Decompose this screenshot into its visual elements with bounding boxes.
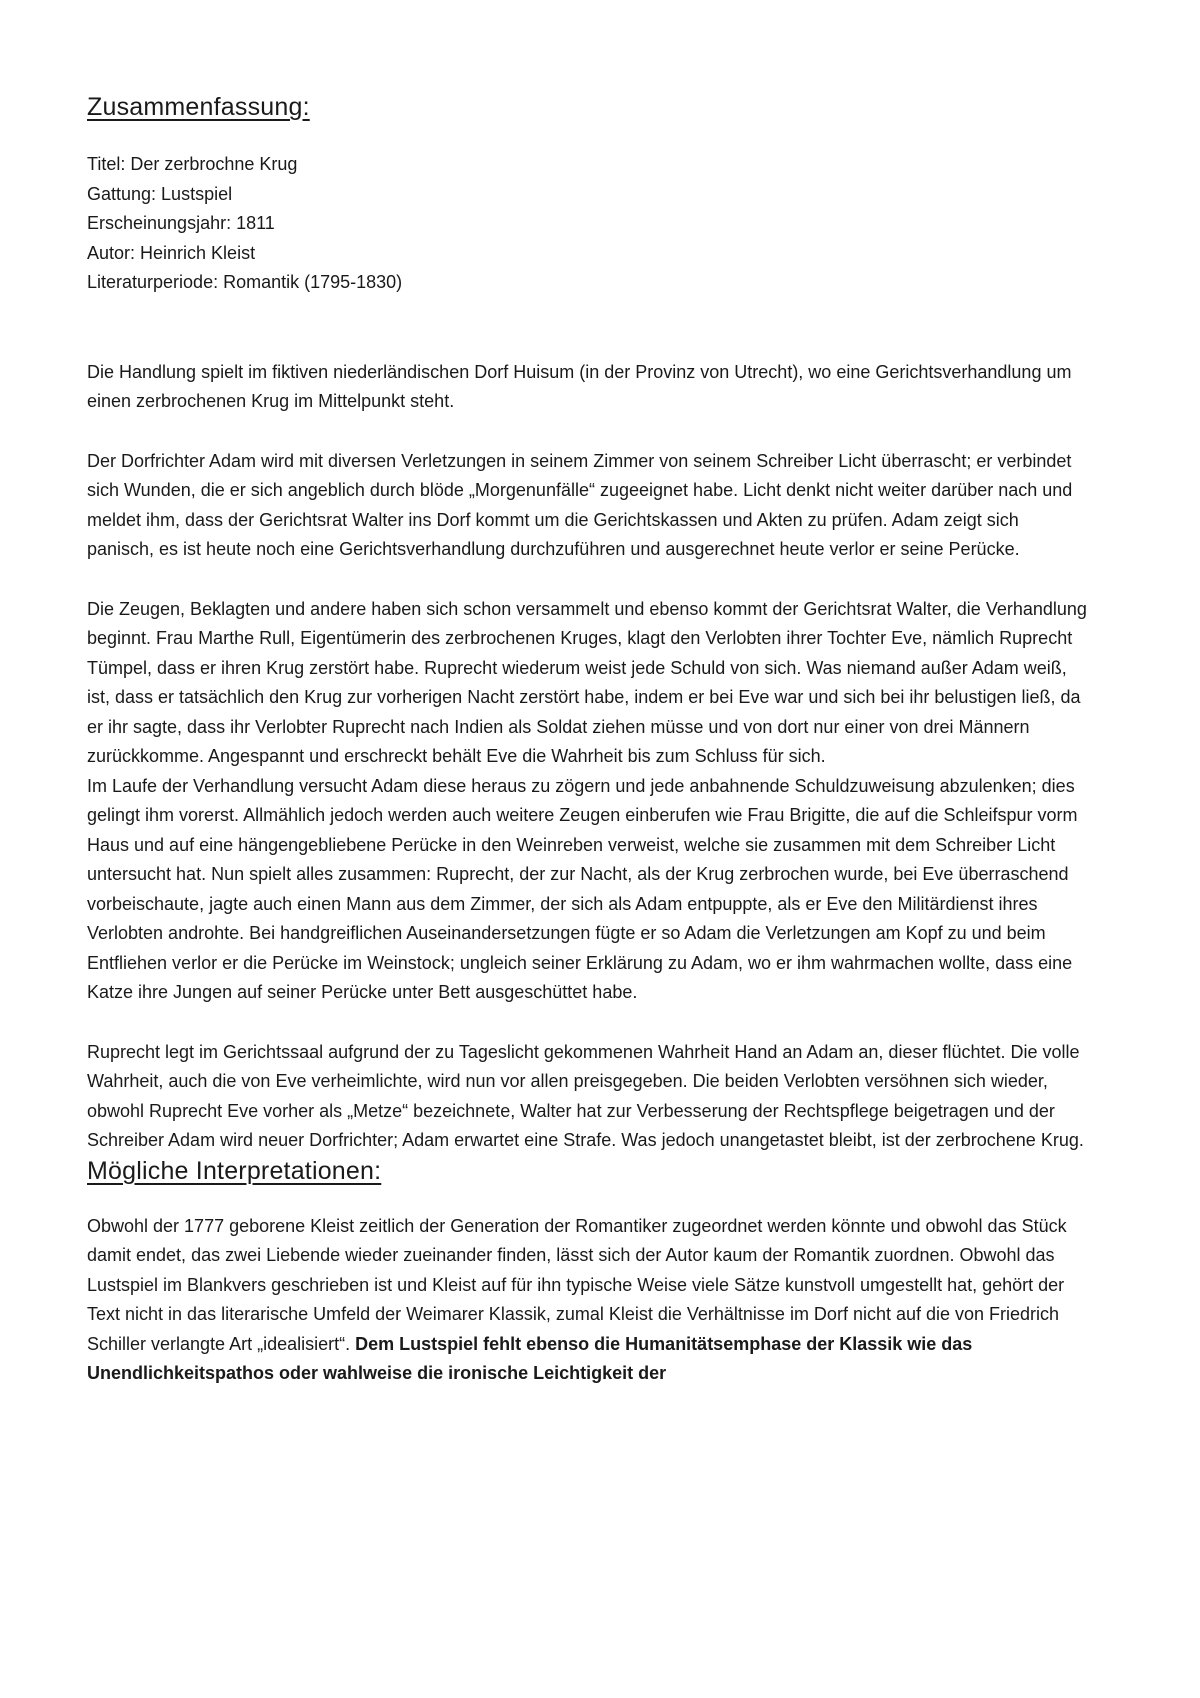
- work-metadata: [87, 150, 1090, 298]
- summary-paragraph-evidence: Im Laufe der Verhandlung versucht Adam diese heraus zu zögern und jede anbahnende Schuldzuweisung abzulenken; dies gelingt ihm vorerst. Allmählich jedoch werden auch weitere Zeugen einberufen wie Frau Brigitte, die auf die Schleifspur vorm Haus und auf eine hängengebliebene Perücke in den Weinreben verweist, welche sie zusammen mit dem Schreiber Licht untersucht hat. Nun spielt alles zusammen: Ruprecht, der zur Nacht, als der Krug zerbrochen wurde, bei Eve überraschend vorbeischaute, jagte auch einen Mann aus dem Zimmer, der sich als Adam entpuppte, als er Eve den Militärdienst ihres Verlobten androhte. Bei handgreiflichen Auseinandersetzungen fügte er so Adam die Verletzungen am Kopf zu und beim Entfliehen verlor er die Perücke im Weinstock; ungleich seiner Erklärung zu Adam, wo er ihm wahrmachen wollte, dass eine Katze ihre Jungen auf seiner Perücke unter Bett ausgeschüttet habe.: [87, 775, 1078, 1002]
- interpretation-text: Obwohl der 1777 geborene Kleist zeitlich der Generation der Romantiker zugeordnet werden könnte und obwohl das Stück damit endet, das zwei Liebende wieder zueinander finden, lässt sich der Autor kaum der Romantik zuordnen. Obwohl das Lustspiel im Blankvers geschrieben ist und Kleist auf für ihn typische Weise viele Sätze kunstvoll umgestellt hat, gehört der Text nicht in das literarische Umfeld der Weimarer Klassik, zumal Kleist die Verhältnisse im Dorf nicht auf die von Friedrich Schiller verlangte Art „idealisiert“.: [87, 1215, 1067, 1354]
- meta-genre: Gattung: Lustspiel: [87, 183, 233, 204]
- interpretations-heading: Mögliche Interpretationen:: [87, 1156, 382, 1185]
- interpretation-bold-text: Dem Lustspiel fehlt ebenso die Humanitätsemphase der Klassik wie das Unendlichkeitspathos oder wahlweise die ironische Leichtigkeit der: [87, 1333, 973, 1383]
- meta-period: Literaturperiode: Romantik (1795-1830): [87, 272, 403, 292]
- summary-paragraph-trial: Die Zeugen, Beklagten und andere haben sich schon versammelt und ebenso kommt der Gerichtsrat Walter, die Verhandlung beginnt. Frau Marthe Rull, Eigentümerin des zerbrochenen Kruges, klagt den Verlobten ihrer Tochter Eve, nämlich Ruprecht Tümpel, dass er ihren Krug zerstört habe. Ruprecht wiederum weist jede Schuld von sich. Was niemand außer Adam weiß, ist, dass er tatsächlich den Krug zur vorherigen Nacht zerstört habe, indem er bei Eve war und sich bei ihr belustigen ließ, da er ihr sagte, dass ihr Verlobter Ruprecht nach Indien als Soldat ziehen müsse und von dort nur einer von drei Männern zurückkomme. Angespannt und erschreckt behält Eve die Wahrheit bis zum Schluss für sich.: [87, 598, 1087, 766]
- meta-year: Erscheinungsjahr: 1811: [87, 213, 275, 233]
- interpretations-paragraph: [87, 1212, 1090, 1389]
- summary-paragraph-opening: Der Dorfrichter Adam wird mit diversen Verletzungen in seinem Zimmer von seinem Schreiber Licht überrascht; er verbindet sich Wunden, die er sich angeblich durch blöde „Morgenunfälle“ zugeeignet habe. Licht denkt nicht weiter darüber nach und meldet ihm, dass der Gerichtsrat Walter ins Dorf kommt um die Gerichtskassen und Akten zu prüfen. Adam zeigt sich panisch, es ist heute noch eine Gerichtsverhandlung durchzuführen und ausgerechnet heute verlor er seine Perücke.: [87, 450, 1073, 559]
- meta-author: Autor: Heinrich Kleist: [87, 242, 256, 263]
- summary-heading: Zusammenfassung:: [87, 93, 310, 121]
- summary-paragraph-ending: Ruprecht legt im Gerichtssaal aufgrund der zu Tageslicht gekommenen Wahrheit Hand an Adam an, dieser flüchtet. Die volle Wahrheit, auch die von Eve verheimlichte, wird nun vor allen preisgegeben. Die beiden Verlobten versöhnen sich wieder, obwohl Ruprecht Eve vorher als „Metze“ bezeichnete, Walter hat zur Verbesserung der Rechtspflege beigetragen und der Schreiber Adam wird neuer Dorfrichter; Adam erwartet eine Strafe. Was jedoch unangetastet bleibt, ist der zerbrochene Krug.: [87, 1041, 1084, 1150]
- summary-paragraph-setting: Die Handlung spielt im fiktiven niederländischen Dorf Huisum (in der Provinz von Utrecht), wo eine Gerichtsverhandlung um einen zerbrochenen Krug im Mittelpunkt steht.: [87, 361, 1072, 411]
- meta-title: Titel: Der zerbrochne Krug: [87, 154, 298, 174]
